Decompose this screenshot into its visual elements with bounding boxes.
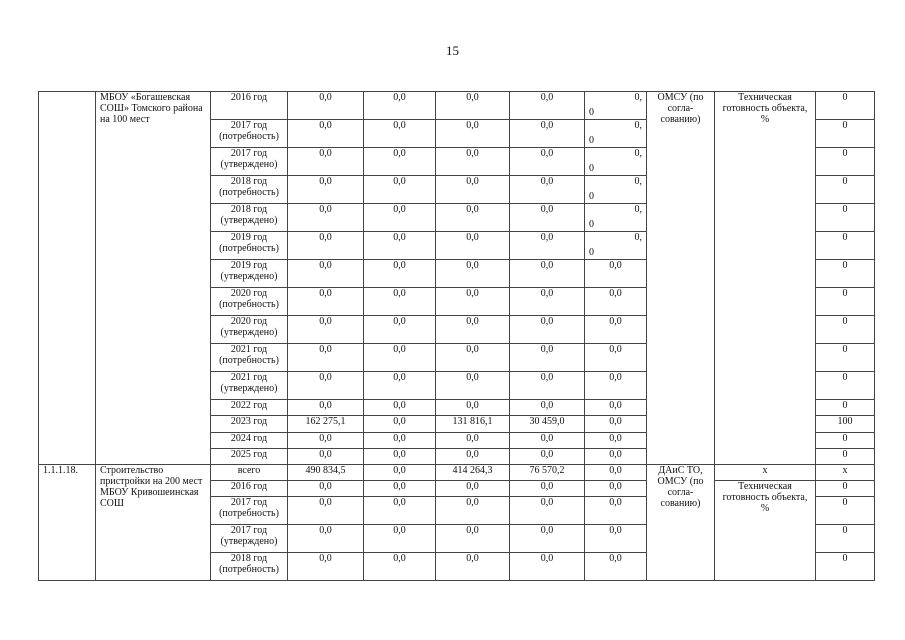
value-cell: 0,0 — [510, 372, 585, 400]
year-cell: 2023 год — [211, 416, 288, 433]
year-cell: 2017 год (утверждено) — [211, 525, 288, 553]
object-name-cell: МБОУ «Богашевская СОШ» Томского района на 100 мест — [96, 92, 211, 465]
year-cell: 2021 год (утверждено) — [211, 372, 288, 400]
value-cell: 0,0 — [585, 400, 647, 416]
value-cell: 0,0 — [364, 481, 436, 497]
year-cell: 2022 год — [211, 400, 288, 416]
value-cell: 0,0 — [364, 288, 436, 316]
year-cell: 2025 год — [211, 449, 288, 465]
value-cell: 0,0 — [288, 204, 364, 232]
item-number-cell — [39, 92, 96, 465]
year-cell: всего — [211, 465, 288, 481]
table-row — [39, 465, 875, 481]
value-cell: 0,0 — [288, 92, 364, 120]
value-cell: 0,0 — [585, 316, 647, 344]
result-cell: 0 — [816, 148, 875, 176]
value-cell: 0,0 — [585, 465, 647, 481]
value-cell: 0,0 — [436, 525, 510, 553]
value-cell: 0,0 — [510, 400, 585, 416]
value-cell: 0,0 — [585, 344, 647, 372]
value-cell: 0,0 — [510, 176, 585, 204]
table-row — [39, 92, 875, 120]
value-cell: 0,0 — [585, 372, 647, 400]
value-cell-wrapped: 0, 0 — [585, 204, 647, 232]
value-cell: 0,0 — [510, 553, 585, 581]
value-cell: 0,0 — [436, 204, 510, 232]
value-cell: 30 459,0 — [510, 416, 585, 433]
value-cell: 0,0 — [364, 120, 436, 148]
value-cell: 0,0 — [364, 176, 436, 204]
value-cell: 0,0 — [364, 372, 436, 400]
year-cell: 2020 год (потребность) — [211, 288, 288, 316]
year-cell: 2017 год (потребность) — [211, 120, 288, 148]
value-cell: 0,0 — [288, 372, 364, 400]
value-cell: 0,0 — [288, 316, 364, 344]
result-cell: 0 — [816, 176, 875, 204]
year-cell: 2019 год (потребность) — [211, 232, 288, 260]
result-cell: 0 — [816, 316, 875, 344]
value-cell: 0,0 — [288, 525, 364, 553]
year-cell: 2017 год (утверждено) — [211, 148, 288, 176]
page-number: 15 — [446, 43, 459, 58]
value-cell: 0,0 — [288, 344, 364, 372]
value-cell: 0,0 — [436, 316, 510, 344]
value-cell-wrapped: 0, 0 — [585, 92, 647, 120]
value-cell: 131 816,1 — [436, 416, 510, 433]
value-cell: 0,0 — [510, 316, 585, 344]
value-cell: 0,0 — [510, 481, 585, 497]
value-cell: 0,0 — [510, 344, 585, 372]
value-cell-wrapped: 0, 0 — [585, 120, 647, 148]
year-cell: 2018 год (утверждено) — [211, 204, 288, 232]
year-cell: 2018 год (потребность) — [211, 176, 288, 204]
value-cell: 0,0 — [436, 481, 510, 497]
value-cell: 0,0 — [288, 176, 364, 204]
value-cell: 0,0 — [364, 433, 436, 449]
result-cell: 0 — [816, 372, 875, 400]
value-cell: 0,0 — [585, 260, 647, 288]
indicator-cell: Техническая готовность объекта, % — [715, 481, 816, 581]
value-cell: 414 264,3 — [436, 465, 510, 481]
year-cell: 2016 год — [211, 92, 288, 120]
value-cell: 0,0 — [364, 92, 436, 120]
value-cell: 0,0 — [288, 288, 364, 316]
executor-cell: ДАиС ТО, ОМСУ (по согла-сованию) — [647, 465, 715, 581]
value-cell: 0,0 — [364, 260, 436, 288]
value-cell: 0,0 — [364, 525, 436, 553]
value-cell: 0,0 — [585, 497, 647, 525]
result-cell: 0 — [816, 400, 875, 416]
year-cell: 2019 год (утверждено) — [211, 260, 288, 288]
value-cell: 0,0 — [436, 553, 510, 581]
value-cell: 0,0 — [510, 525, 585, 553]
value-cell: 0,0 — [510, 449, 585, 465]
value-cell: 0,0 — [364, 449, 436, 465]
result-cell: 0 — [816, 92, 875, 120]
year-cell: 2016 год — [211, 481, 288, 497]
result-cell: 0 — [816, 481, 875, 497]
value-cell: 0,0 — [585, 288, 647, 316]
value-cell: 0,0 — [364, 497, 436, 525]
value-cell: 0,0 — [364, 344, 436, 372]
result-cell: 0 — [816, 204, 875, 232]
value-cell: 0,0 — [436, 497, 510, 525]
value-cell: 0,0 — [510, 232, 585, 260]
value-cell: 162 275,1 — [288, 416, 364, 433]
value-cell: 0,0 — [585, 553, 647, 581]
result-cell: 0 — [816, 525, 875, 553]
indicator-total-cell: x — [715, 465, 816, 481]
value-cell: 0,0 — [436, 232, 510, 260]
value-cell: 0,0 — [510, 204, 585, 232]
year-cell: 2021 год (потребность) — [211, 344, 288, 372]
value-cell: 0,0 — [436, 344, 510, 372]
value-cell: 0,0 — [288, 553, 364, 581]
year-cell: 2020 год (утверждено) — [211, 316, 288, 344]
value-cell: 0,0 — [436, 120, 510, 148]
value-cell-wrapped: 0, 0 — [585, 148, 647, 176]
value-cell: 0,0 — [364, 553, 436, 581]
result-cell: 0 — [816, 120, 875, 148]
year-cell: 2017 год (потребность) — [211, 497, 288, 525]
result-cell: 0 — [816, 497, 875, 525]
result-cell: 0 — [816, 344, 875, 372]
value-cell: 0,0 — [364, 416, 436, 433]
value-cell: 0,0 — [436, 372, 510, 400]
value-cell: 0,0 — [364, 316, 436, 344]
value-cell: 76 570,2 — [510, 465, 585, 481]
value-cell: 0,0 — [510, 433, 585, 449]
value-cell: 0,0 — [585, 433, 647, 449]
value-cell: 0,0 — [364, 148, 436, 176]
value-cell: 0,0 — [436, 92, 510, 120]
year-cell: 2024 год — [211, 433, 288, 449]
result-cell: 0 — [816, 433, 875, 449]
object-name-cell: Строительство пристройки на 200 мест МБОУ Кривошеинская СОШ — [96, 465, 211, 581]
value-cell: 0,0 — [288, 449, 364, 465]
value-cell: 0,0 — [510, 120, 585, 148]
value-cell: 0,0 — [510, 148, 585, 176]
value-cell: 0,0 — [364, 400, 436, 416]
item-number-cell: 1.1.1.18. — [39, 465, 96, 581]
value-cell-wrapped: 0, 0 — [585, 232, 647, 260]
executor-cell: ОМСУ (по согла-сованию) — [647, 92, 715, 465]
value-cell: 0,0 — [510, 288, 585, 316]
value-cell: 0,0 — [288, 232, 364, 260]
value-cell: 0,0 — [510, 497, 585, 525]
result-cell: 0 — [816, 232, 875, 260]
result-cell: 0 — [816, 553, 875, 581]
value-cell: 0,0 — [288, 120, 364, 148]
program-table — [38, 91, 875, 581]
value-cell: 0,0 — [364, 204, 436, 232]
value-cell: 0,0 — [364, 465, 436, 481]
value-cell: 0,0 — [436, 260, 510, 288]
result-cell: 0 — [816, 260, 875, 288]
value-cell: 0,0 — [288, 481, 364, 497]
indicator-cell: Техническая готовность объекта, % — [715, 92, 816, 465]
value-cell: 0,0 — [436, 176, 510, 204]
value-cell: 0,0 — [510, 92, 585, 120]
value-cell: 0,0 — [288, 148, 364, 176]
value-cell: 0,0 — [436, 148, 510, 176]
value-cell: 0,0 — [364, 232, 436, 260]
result-cell: 0 — [816, 449, 875, 465]
value-cell: 0,0 — [585, 481, 647, 497]
value-cell: 0,0 — [288, 433, 364, 449]
value-cell: 0,0 — [585, 416, 647, 433]
value-cell: 0,0 — [585, 525, 647, 553]
value-cell: 0,0 — [436, 288, 510, 316]
value-cell: 0,0 — [436, 433, 510, 449]
value-cell: 0,0 — [288, 497, 364, 525]
value-cell: 0,0 — [585, 449, 647, 465]
result-cell: x — [816, 465, 875, 481]
value-cell-wrapped: 0, 0 — [585, 176, 647, 204]
value-cell: 0,0 — [436, 449, 510, 465]
value-cell: 0,0 — [288, 260, 364, 288]
value-cell: 0,0 — [436, 400, 510, 416]
value-cell: 0,0 — [510, 260, 585, 288]
value-cell: 0,0 — [288, 400, 364, 416]
year-cell: 2018 год (потребность) — [211, 553, 288, 581]
value-cell: 490 834,5 — [288, 465, 364, 481]
result-cell: 100 — [816, 416, 875, 433]
result-cell: 0 — [816, 288, 875, 316]
